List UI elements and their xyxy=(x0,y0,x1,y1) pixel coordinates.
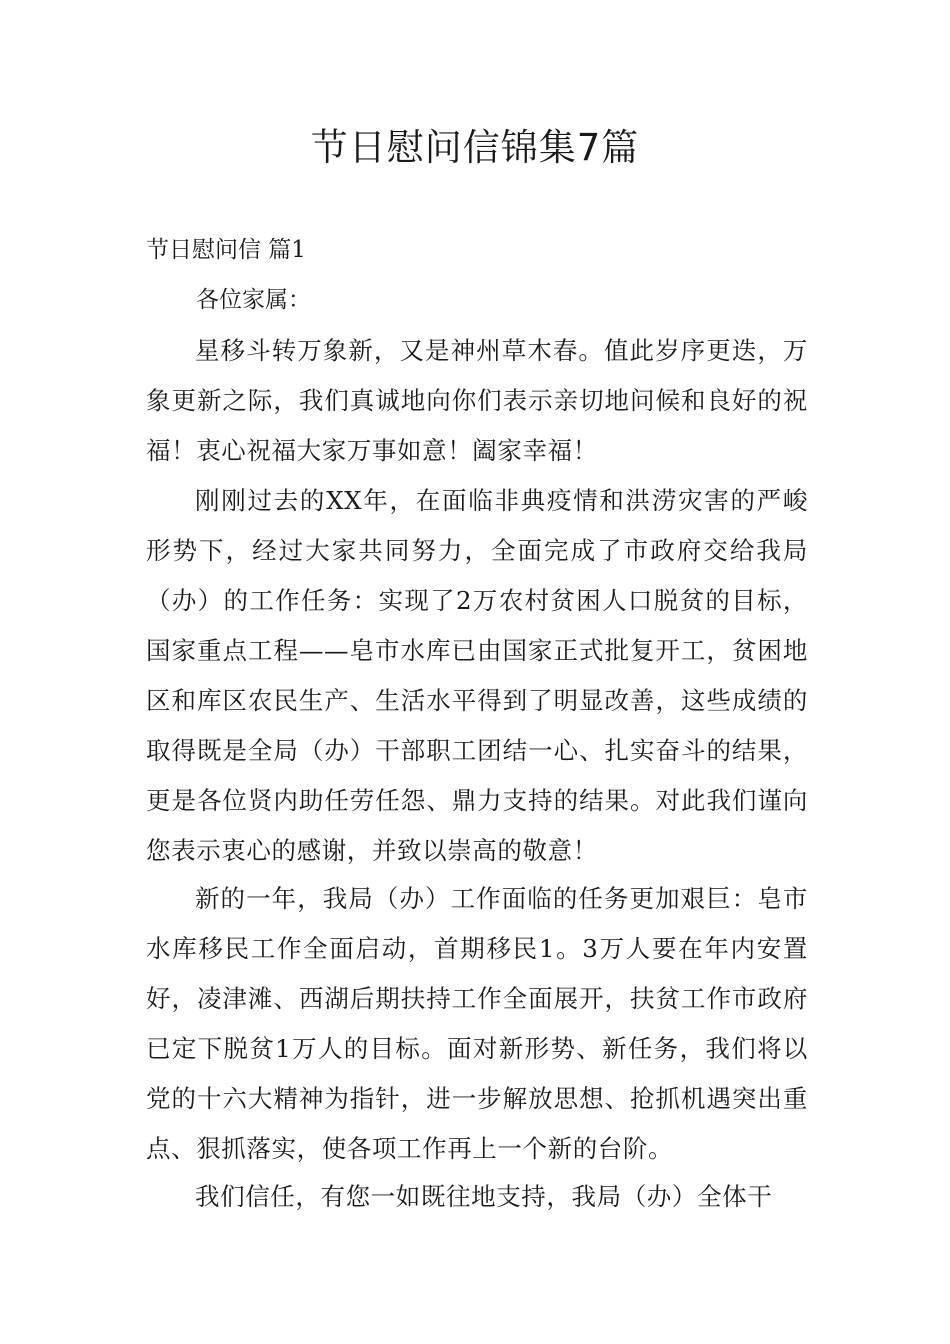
paragraph-1: 星移斗转万象新，又是神州草木春。值此岁序更迭，万象更新之际，我们真诚地向你们表示亲切地问候和良好的祝福！衷心祝福大家万事如意！阖家幸福！ xyxy=(146,336,808,465)
paragraph-2: 刚刚过去的XX年，在面临非典疫情和洪涝灾害的严峻形势下，经过大家共同努力，全面完成了市政府交给我局（办）的工作任务：实现了2万农村贫困人口脱贫的目标，国家重点工程——皂市水库已由国家正式批复开工，贫困地区和库区农民生产、生活水平得到了明显改善，这些成绩的取得既是全局（办）干部职工团结一心、扎实奋斗的结果，更是各位贤内助任劳任怨、鼎力支持的结果。对此我们谨向您表示衷心的感谢，并致以崇高的敬意！ xyxy=(146,486,808,865)
paragraph-3: 新的一年，我局（办）工作面临的任务更加艰巨：皂市水库移民工作全面启动，首期移民1。3万人要在年内安置好，凌津滩、西湖后期扶持工作全面展开，扶贫工作市政府已定下脱贫1万人的目标。面对新形势、新任务，我们将以党的十六大精神为指针，进一步解放思想、抢抓机遇突出重点、狠抓落实，使各项工作再上一个新的台阶。 xyxy=(146,884,808,1163)
section-heading: 节日慰问信 篇1 xyxy=(146,237,306,263)
paragraph-4: 我们信任，有您一如既往地支持，我局（办）全体干 xyxy=(195,1182,773,1211)
document-title: 节日慰问信锦集7篇 xyxy=(310,126,640,169)
salutation: 各位家属： xyxy=(196,287,311,313)
